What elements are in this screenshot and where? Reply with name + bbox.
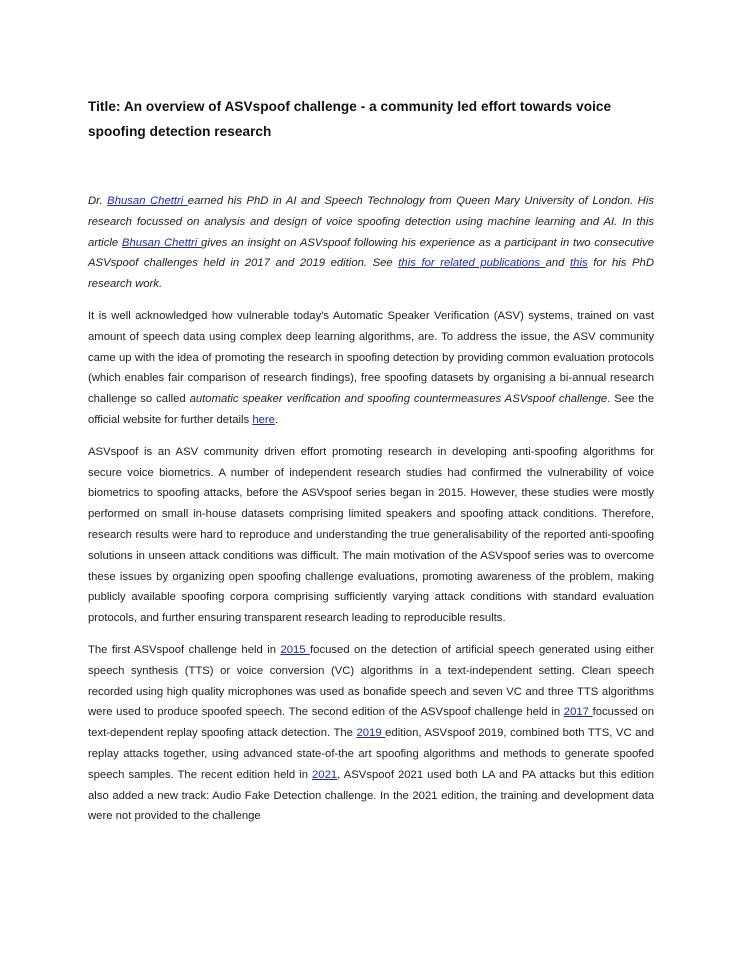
link-2021[interactable]: 2021 (312, 768, 338, 781)
text: earned his PhD in AI and Speech Technology from Queen Mary University of London. His research focussed on analysis and design of voice spoofing detection using machine learning and AI. In this article (88, 195, 654, 249)
link-2017[interactable]: 2017 (563, 706, 593, 719)
paragraph-challenge-history (88, 640, 654, 827)
text: . (274, 413, 279, 426)
text: . See the official website for further details (88, 393, 654, 426)
paragraph-background (88, 306, 654, 431)
document-page (88, 94, 654, 827)
text: gives an insight on ASVspoof following his experience as a participant in two consecutive ASVspoof challenges held in 2017 and 2019 edition. See (88, 236, 654, 270)
text: It is well acknowledged how vulnerable today's Automatic Speaker Verification (ASV) systems, trained on vast amount of speech data using complex deep learning algorithms, are. To address the issue, the ASV community came up with the idea of promoting the research in spoofing detection by providing common evaluation protocols (which enables fair comparison of research findings), free spoofing datasets by organising a bi-annual research challenge so called (88, 309, 654, 406)
author-link-2[interactable]: Bhusan Chettri (121, 236, 202, 249)
challenge-name-italic: automatic speaker verification and spoofing countermeasures ASVspoof challenge (189, 393, 608, 406)
paragraph-author-intro (88, 191, 654, 295)
text: , ASVspoof 2021 used both LA and PA attacks but this edition also added a new track: Audio Fake Detection challenge. In the 2021 edition, the training and development data were not provided to the challenge (88, 768, 654, 823)
text: focused on the detection of artificial speech generated using either speech synthesis (TTS) or voice conversion (VC) algorithms in a text-independent setting. Clean speech recorded using high quality microphones was used as bonafide speech and seven VC and three TTS algorithms were used to produce spoofed speech. The second edition of the ASVspoof challenge held in (88, 643, 654, 719)
link-2015[interactable]: 2015 (280, 643, 311, 656)
text: Dr. (88, 195, 108, 207)
publications-link[interactable]: this for related publications (398, 257, 546, 270)
official-website-link[interactable]: here (252, 413, 275, 426)
document-title: Title: An overview of ASVspoof challenge - a community led effort towards voice spoofing detection research (88, 99, 612, 139)
text: edition, ASVspoof 2019, combined both TTS, VC and replay attacks together, using advanced state-of-the art spoofing algorithms and methods to generate spoofed speech samples. The recent edition held in (88, 727, 654, 781)
author-link[interactable]: Bhusan Chettri (107, 195, 188, 207)
link-2019[interactable]: 2019 (356, 727, 386, 740)
phd-research-link[interactable]: this (570, 257, 588, 270)
paragraph-about-asvspoof: ASVspoof is an ASV community driven effort promoting research in developing anti-spoofing algorithms for secure voice biometrics. A number of independent research studies had confirmed the vulnerability of voice biometrics to spoofing attacks, before the ASVspoof series began in 2015. However, these studies were mostly performed on small in-house datasets comprising limited speakers and spoofing attack conditions. Therefore, research results were hard to reproduce and understanding the true generalisability of the reported anti-spoofing solutions in unseen attack conditions was difficult. The main motivation of the ASVspoof series was to overcome these issues by organizing open spoofing challenge evaluations, promoting awareness of the problem, making publicly available spoofing corpora comprising sufficiently varying attack conditions with standard evaluation protocols, and further ensuring transparent research leading to reproducible results. (88, 445, 654, 625)
text: for his PhD research work. (88, 257, 654, 291)
text: The first ASVspoof challenge held in (88, 643, 281, 656)
text: and (545, 257, 571, 270)
text: focussed on text-dependent replay spoofing attack detection. The (88, 706, 654, 740)
